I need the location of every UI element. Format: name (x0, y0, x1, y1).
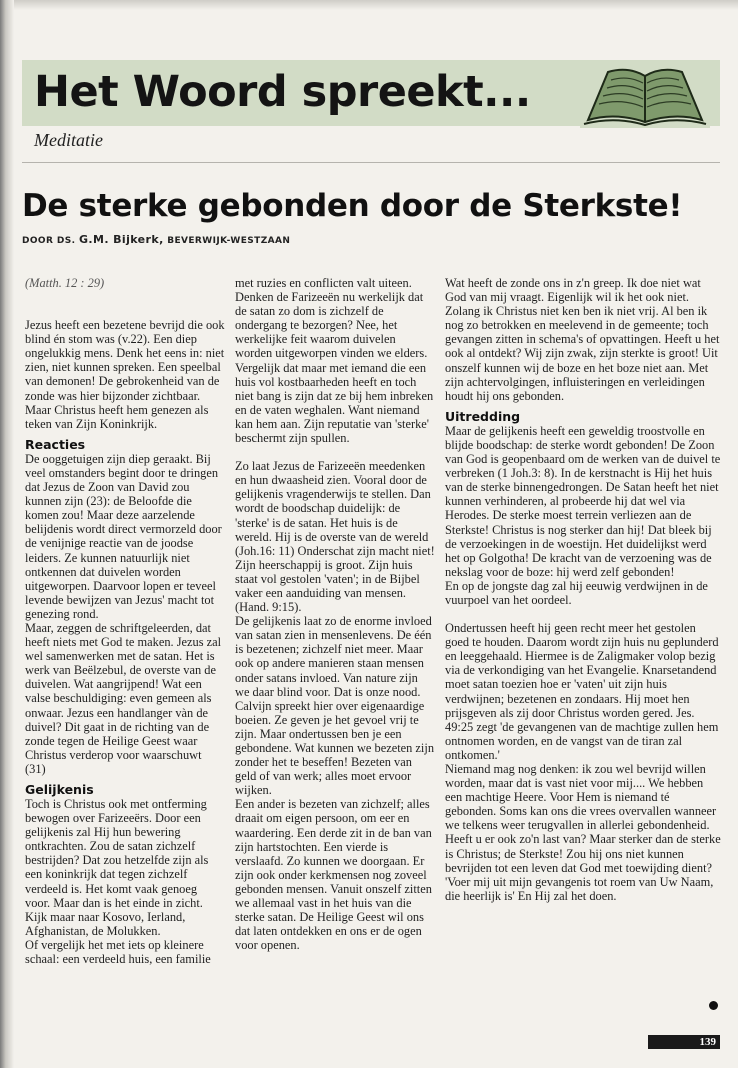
paragraph: Zo laat Jezus de Farizeeën meedenken en hun dwaasheid zien. Vooral door de gelijkenis vragenderwijs te stellen. Dan wordt de boodschap duidelijk: de 'sterke' is de satan. Het huis is de wereld. Hij is de overste van de wereld (Joh.16: 11) Onderschat zijn macht niet! Zijn heerschappij is groot. Zijn huis staat vol gestolen 'vaten'; in de Bijbel vaker een aanduiding van mensen. (Hand. 9:15). (235, 459, 435, 615)
column-1 (25, 276, 225, 966)
byline (22, 233, 290, 246)
paragraph: En op de jongste dag zal hij eeuwig verdwijnen in de vuurpoel van het oordeel. (445, 578, 708, 607)
scripture-reference: (Matth. 12 : 29) (25, 276, 105, 290)
end-mark-bullet (709, 1001, 718, 1010)
column-2 (235, 276, 435, 952)
subheading-reacties: Reacties (25, 436, 86, 452)
subheading-uitredding: Uitredding (445, 408, 521, 424)
paragraph: Een ander is bezeten van zichzelf; alles draait om eigen persoon, om eer en waardering. Een derde zit in de ban van zijn hartstochten. Een vierde is verslaafd. Zo kunnen we doorgaan. Er zijn ook onder kerkmensen nog zoveel gebonden mensen. Vanuit onszelf zitten we allemaal vast in het huis van die sterke satan. De Heilige Geest wil ons dat laten ontdekken en ons er de ogen voor openen. (235, 797, 432, 953)
page-spine-shadow (0, 0, 14, 1068)
article-title: De sterke gebonden door de Sterkste! (22, 188, 683, 224)
paragraph: Jezus heeft een bezetene bevrijd die ook blind én stom was (v.22). Een diep ongelukkig mens. Denk het eens in: niet zien, niet kunnen spreken. Een speelbal van demonen! De gebrokenheid van de zonde was hier bijzonder zichtbaar. Maar Christus heeft hem genezen als teken van Zijn Koninkrijk. (25, 318, 225, 431)
paragraph: met ruzies en conflicten valt uiteen. Denken de Farizeeën nu werkelijk dat de satan zo dom is zichzelf de ondergang te bezorgen? Nee, het werkelijke feit waarom duivelen worden uitgeworpen vinden we elders. Vergelijk dat maar met iemand die een huis vol kostbaarheden heeft en toch niet bang is zijn dat ze bij hem inbreken en de vaten weghalen. Want niemand kan hem aan. Zijn reputatie van 'sterke' beschermt zijn spullen. (235, 276, 434, 446)
paragraph: Maar de gelijkenis heeft een geweldig troostvolle en blijde boodschap: de sterke wordt gebonden! De Zoon van God is geopenbaard om de werken van de duivel te verbreken (1 Joh.3: 8). In de kerstnacht is Hij het huis van de sterke binnengedrongen. De Satan heeft het niet kunnen verhinderen, al probeerde hij dat wel via Herodes. De sterke moest terrein verliezen aan de Sterkste! Christus is nog sterker dan hij! Dat bleek bij de verzoekingen in de woestijn. Het duidelijkst werd het op Golgotha! De kracht van de verzoening was de nekslag voor de boze: hij werd zelf gebonden! (445, 423, 721, 579)
header-divider (22, 162, 720, 163)
page-number: 139 (648, 1035, 720, 1049)
byline-author: G.M. Bijkerk, (78, 233, 164, 246)
section-label: Meditatie (34, 130, 103, 150)
paragraph: Of vergelijk het met iets op kleinere schaal: een verdeeld huis, een familie (25, 937, 211, 967)
banner-title: Het Woord spreekt... (34, 67, 531, 117)
byline-prefix: DOOR DS. (22, 236, 76, 246)
subheading-gelijkenis: Gelijkenis (25, 782, 94, 797)
paragraph: Niemand mag nog denken: ik zou wel bevrijd willen worden, maar dat is vast niet voor mij.... We hebben een machtige Heere. Voor Hem is niemand té gebonden. Soms kan ons die vrees overvallen wanneer we telkens weer terugvallen in allerlei gebondenheid. Heeft u er ook zo'n last van? Maar sterker dan de sterke is Christus; de Sterkste! Zou hij ons niet kunnen bevrijden tot een leven dat God met toewijding dient? 'Voer mij uit mijn gevangenis tot roem van Uw Naam, die heerlijk is' En Hij zal het doen. (445, 762, 721, 903)
page-top-shadow (0, 0, 738, 10)
paragraph: Ondertussen heeft hij geen recht meer het gestolen goed te houden. Daarom wordt zijn huis nu geplunderd en leeggehaald. Hiermee is de Zaligmaker volop bezig via de verkondiging van het Evangelie. Knarsetandend moet satan toezien hoe er 'vaten' uit zijn huis verdwijnen; bezetenen en zondaars. Hij moet hen prijsgeven als zij door Christus worden gered. Jes. 49:25 zegt 'de gevangenen van de machtige zullen hem ontnomen worden, en de vangst van de tiran zal ontkomen.' (445, 621, 719, 762)
paragraph: Maar, zeggen de schriftgeleerden, dat heeft niets met God te maken. Jezus zal wel samenwerken met de satan. Het is werk van Beëlzebul, de overste van de duivelen. Wat aangrijpend! Wat een valse beschuldiging: even gemeen als onwaar. Jezus een handlanger vàn de duivel? Dit gaat in de richting van de zonde tegen de Heilige Geest waar Christus verderop voor waarschuwt (31) (25, 620, 222, 776)
column-3 (445, 276, 721, 903)
paragraph: Toch is Christus ook met ontferming bewogen over Farizeeërs. Door een gelijkenis zal Hij hun bewering ontkrachten. Zou de satan zichzelf bestrijden? Dat zou hetzelfde zijn als een koninkrijk dat tegen zichzelf verdeeld is. Het komt vaak genoeg voor. Maar dan is het einde in zicht. Kijk maar naar Kosovo, Ierland, Afghanistan, de Molukken. (25, 797, 209, 938)
paragraph: Wat heeft de zonde ons in z'n greep. Ik doe niet wat God van mij vraagt. Eigenlijk wil ik het ook niet. Zolang ik Christus niet ken ben ik niet vrij. Al ben ik nog zo betrokken en meelevend in de gemeente; toch gevangen zitten in schema's of opvattingen. Heeft u het ook al ontdekt? Wij zijn zwak, zijn sterkte is groot! Uit onszelf kunnen wij de boze en het boze niet aan. Met zijn achtervolgingen, influisteringen en verleidingen houdt hij ons gebonden. (445, 276, 720, 403)
paragraph: De ooggetuigen zijn diep geraakt. Bij veel omstanders begint door te dringen dat Jezus de Zoon van David zou kunnen zijn (23): de Beloofde die komen zou! Maar deze aarzelende belijdenis wordt direct vermorzeld door de venijnige reactie van de joodse leiders. Ze kunnen natuurlijk niet ontkennen dat duivelen worden uitgeworpen. Daarvoor lopen er teveel levende bewijzen van Jezus' macht tot genezing rond. (25, 451, 222, 621)
byline-place: BEVERWIJK-WESTZAAN (167, 236, 291, 246)
paragraph: De gelijkenis laat zo de enorme invloed van satan zien in mensenlevens. De één is bezetenen; zichzelf niet meer. Maar ook op andere manieren staan mensen onder satans invloed. Van nature zijn we daar blind voor. Dat is onze nood. Calvijn spreekt hier over eigenaardige boeien. Ze geven je het gevoel vrij te zijn. Maar ondertussen ben je een gebondene. Wat kunnen we bezeten zijn zonder het te beseffen! Bezeten van geld of van werk; alles moet ervoor wijken. (235, 614, 435, 798)
open-book-icon (580, 62, 710, 128)
